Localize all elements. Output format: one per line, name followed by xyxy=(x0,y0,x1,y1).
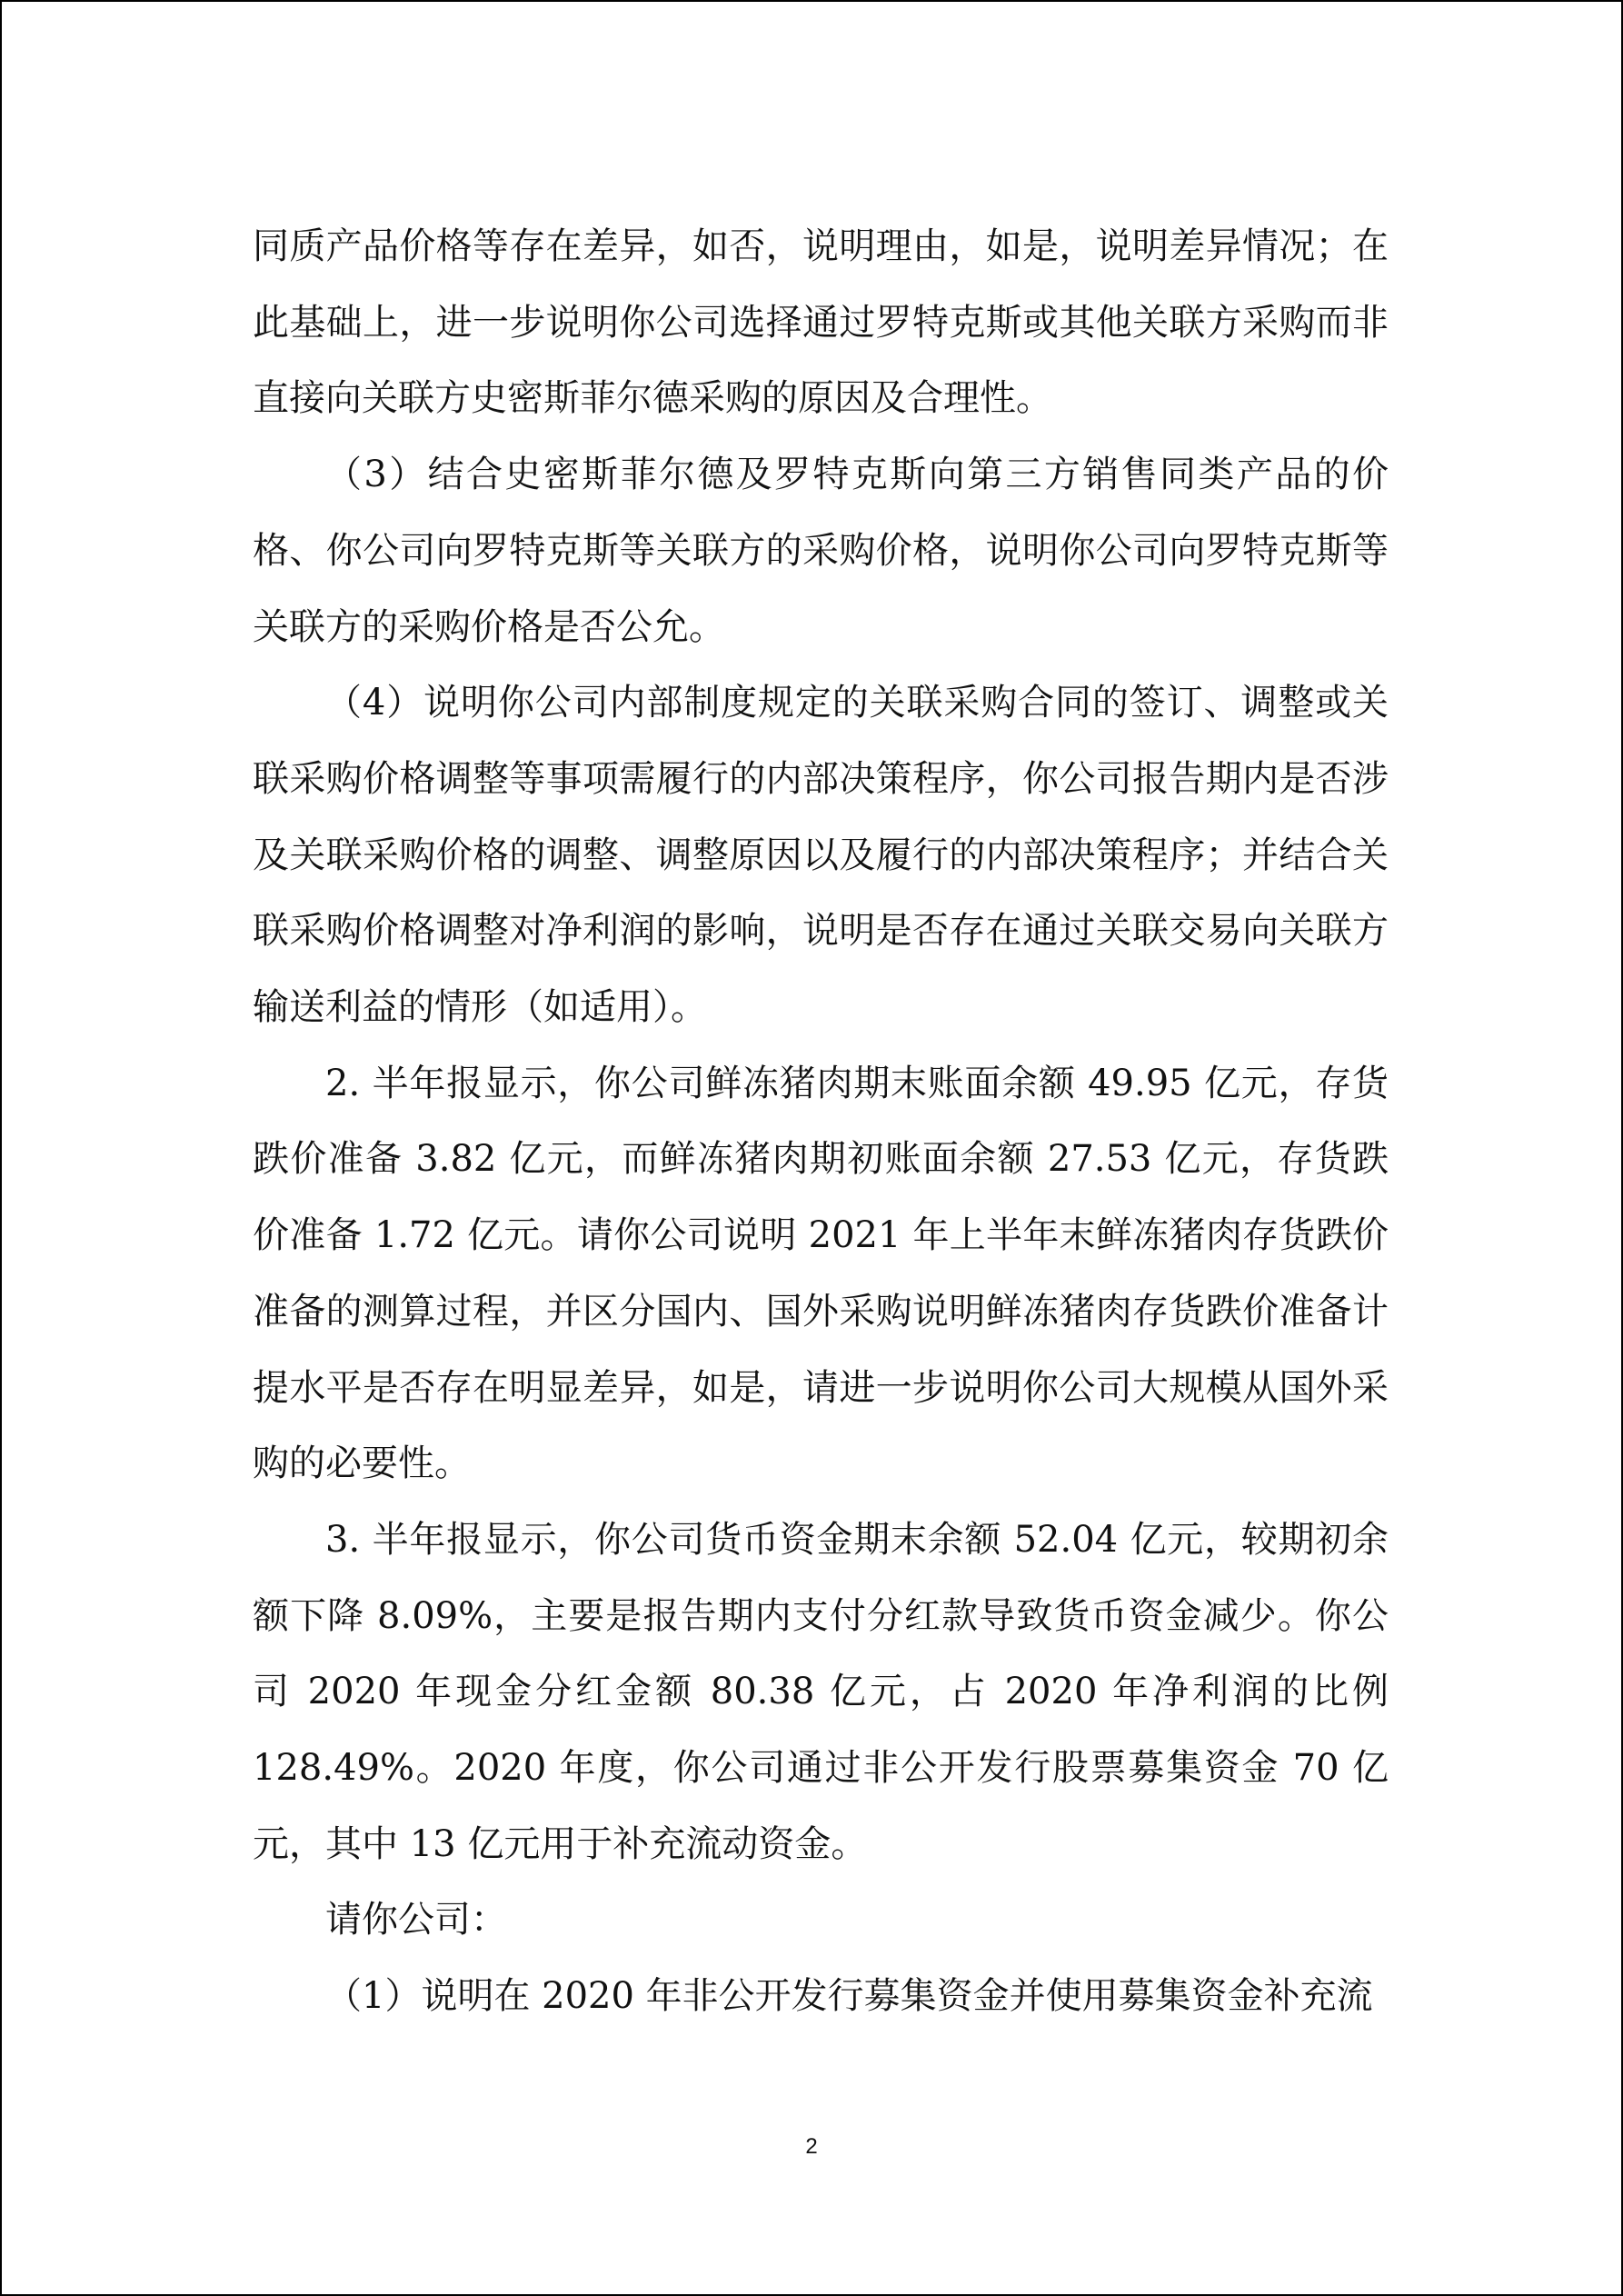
document-body xyxy=(253,209,1389,2035)
page-number: 2 xyxy=(805,2134,818,2159)
paragraph-question-2: 2. 半年报显示，你公司鲜冻猪肉期末账面余额 49.95 亿元，存货跌价准备 3.82 亿元，而鲜冻猪肉期初账面余额 27.53 亿元，存货跌价准备 1.72 亿元。请你公司说明 2021 年上半年末鲜冻猪肉存货跌价准备的测算过程，并区分国内、国外采购说明鲜冻猪肉存货跌价准备计提水平是否存在明显差异，如是，请进一步说明你公司大规模从国外采购的必要性。 xyxy=(253,1062,1389,1485)
paragraph-request: 请你公司： xyxy=(325,1899,507,1942)
paragraph-continuation: 同质产品价格等存在差异，如否，说明理由，如是，说明差异情况；在此基础上，进一步说明你公司选择通过罗特克斯或其他关联方采购而非直接向关联方史密斯菲尔德采购的原因及合理性。 xyxy=(253,225,1389,420)
paragraph-item-4: （4）说明你公司内部制度规定的关联采购合同的签订、调整或关联采购价格调整等事项需履行的内部决策程序，你公司报告期内是否涉及关联采购价格的调整、调整原因以及履行的内部决策程序；并结合关联采购价格调整对净利润的影响，说明是否存在通过关联交易向关联方输送利益的情形（如适用）。 xyxy=(253,682,1389,1029)
paragraph-question-3: 3. 半年报显示，你公司货币资金期末余额 52.04 亿元，较期初余额下降 8.09%，主要是报告期内支付分红款导致货币资金减少。你公司 2020 年现金分红金额 80.38 亿元，占 2020 年净利润的比例 128.49%。2020 年度，你公司通过非公开发行股票募集资金 70 亿元，其中 13 亿元用于补充流动资金。 xyxy=(253,1518,1389,1865)
paragraph-item-1: （1）说明在 2020 年非公开发行募集资金并使用募集资金补充流 xyxy=(325,1975,1373,2018)
paragraph-item-3: （3）结合史密斯菲尔德及罗特克斯向第三方销售同类产品的价格、你公司向罗特克斯等关联方的采购价格，说明你公司向罗特克斯等关联方的采购价格是否公允。 xyxy=(253,454,1389,648)
